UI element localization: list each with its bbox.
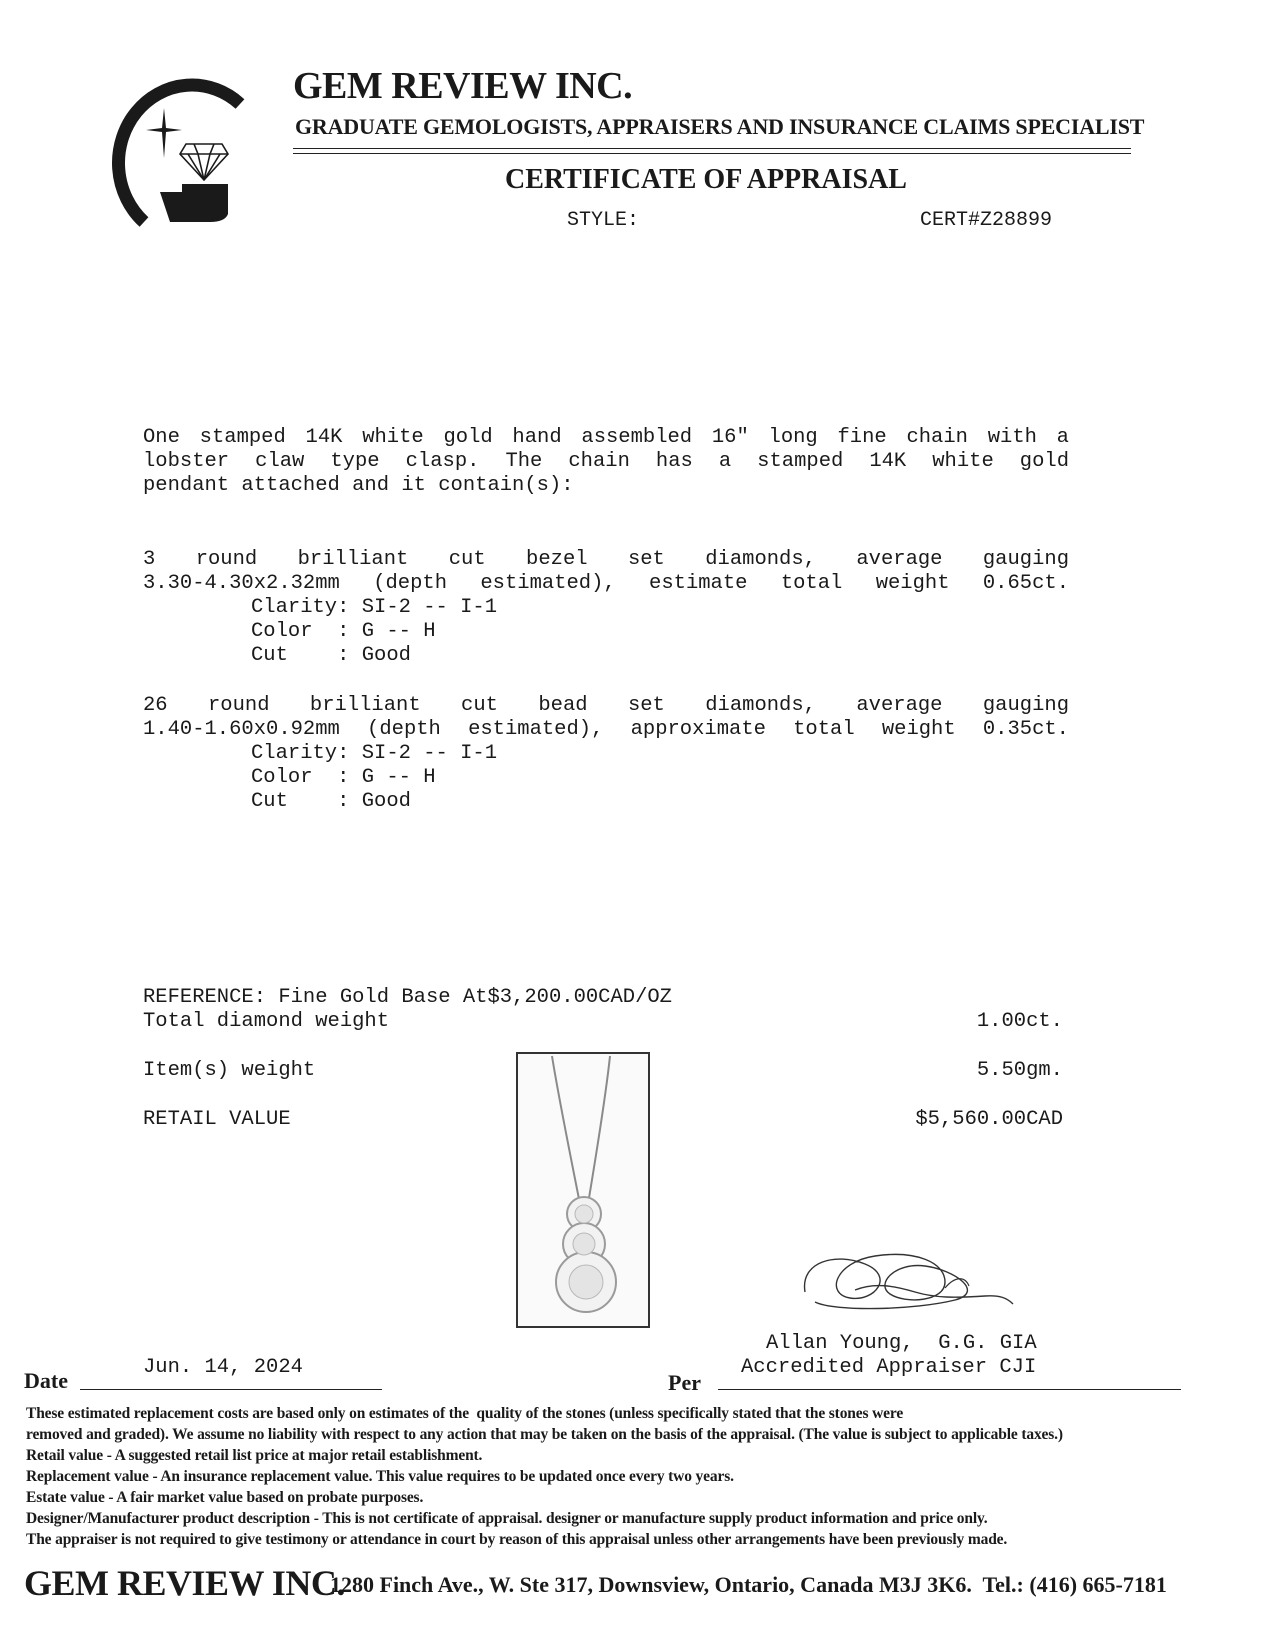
stone-line: 3.30-4.30x2.32mm (depth estimated), estimate total weight 0.65ct. xyxy=(143,572,1069,595)
retail-value-value: $5,560.00CAD xyxy=(915,1108,1063,1131)
description-line: One stamped 14K white gold hand assembled 16" long fine chain with a xyxy=(143,426,1069,449)
retail-value-label: RETAIL VALUE xyxy=(143,1108,291,1131)
footer-company-name: GEM REVIEW INC. xyxy=(24,1563,345,1603)
footer-address: 1280 Finch Ave., W. Ste 317, Downsview, Ontario, Canada M3J 3K6. Tel.: (416) 665-7181 xyxy=(330,1572,1167,1597)
item-weight-value: 5.50gm. xyxy=(976,1059,1063,1082)
disclaimer-line: These estimated replacement costs are based only on estimates of the quality of the stones (unless specifically stated that the stones were xyxy=(26,1405,904,1422)
appraisal-date: Jun. 14, 2024 xyxy=(143,1356,303,1379)
style-label: STYLE: xyxy=(567,209,640,232)
cut-detail: Cut : Good xyxy=(251,644,411,667)
header-divider xyxy=(293,153,1131,154)
gem-logo-icon xyxy=(100,72,250,232)
stone-line: 3 round brilliant cut bezel set diamonds, average gauging xyxy=(143,548,1069,571)
certificate-title: CERTIFICATE OF APPRAISAL xyxy=(505,164,907,195)
signature-icon xyxy=(795,1232,1035,1332)
pendant-image xyxy=(518,1054,648,1326)
stone-line: 1.40-1.60x0.92mm (depth estimated), approximate total weight 0.35ct. xyxy=(143,718,1069,741)
pendant-photo xyxy=(516,1052,650,1328)
date-line xyxy=(80,1389,382,1390)
clarity-detail: Clarity: SI-2 -- I-1 xyxy=(251,742,498,765)
appraiser-credential: Accredited Appraiser CJI xyxy=(741,1356,1037,1379)
disclaimer-line: The appraiser is not required to give testimony or attendance in court by reason of this appraisal unless other arrangements have been previously made. xyxy=(26,1531,1008,1548)
header-divider xyxy=(293,148,1131,149)
description-line: pendant attached and it contain(s): xyxy=(143,474,574,497)
description-line: lobster claw type clasp. The chain has a stamped 14K white gold xyxy=(143,450,1069,473)
reference-line: REFERENCE: Fine Gold Base At$3,200.00CAD/OZ xyxy=(143,986,672,1009)
total-diamond-weight-label: Total diamond weight xyxy=(143,1010,390,1033)
stone-line: 26 round brilliant cut bead set diamonds, average gauging xyxy=(143,694,1069,717)
signature-line xyxy=(718,1389,1181,1390)
company-tagline: GRADUATE GEMOLOGISTS, APPRAISERS AND INSURANCE CLAIMS SPECIALIST xyxy=(295,114,1145,139)
date-label: Date xyxy=(24,1368,68,1393)
appraiser-name: Allan Young, G.G. GIA xyxy=(766,1332,1037,1355)
disclaimer-line: Estate value - A fair market value based on probate purposes. xyxy=(26,1489,424,1506)
color-detail: Color : G -- H xyxy=(251,620,436,643)
disclaimer-line: removed and graded). We assume no liability with respect to any action that may be taken on the basis of the appraisal. (The value is subject to applicable taxes.) xyxy=(26,1426,1063,1443)
item-weight-label: Item(s) weight xyxy=(143,1059,316,1082)
disclaimer-line: Replacement value - An insurance replacement value. This value requires to be updated once every two years. xyxy=(26,1468,734,1485)
disclaimer-line: Designer/Manufacturer product description - This is not certificate of appraisal. designer or manufacture supply product information and price only. xyxy=(26,1510,988,1527)
cert-number: CERT#Z28899 xyxy=(920,209,1053,232)
clarity-detail: Clarity: SI-2 -- I-1 xyxy=(251,596,498,619)
cut-detail: Cut : Good xyxy=(251,790,411,813)
disclaimer-line: Retail value - A suggested retail list price at major retail establishment. xyxy=(26,1447,483,1464)
color-detail: Color : G -- H xyxy=(251,766,436,789)
company-name: GEM REVIEW INC. xyxy=(293,65,633,107)
per-label: Per xyxy=(668,1370,701,1395)
total-diamond-weight-value: 1.00ct. xyxy=(976,1010,1063,1033)
